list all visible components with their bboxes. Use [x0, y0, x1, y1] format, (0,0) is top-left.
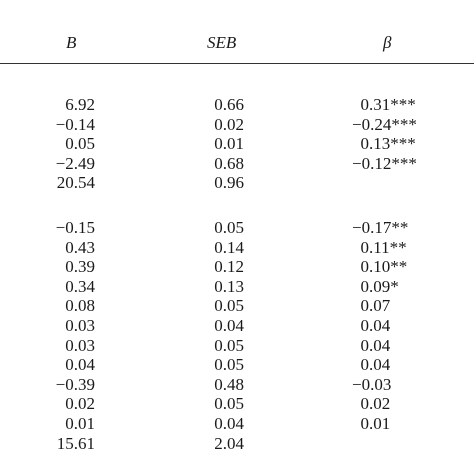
cell-b: 0.04 [65, 355, 95, 375]
cell-beta: 0.09* [352, 276, 399, 296]
table-row [0, 277, 474, 297]
table-row [0, 394, 474, 414]
cell-b: −2.49 [55, 153, 95, 173]
header-seb: SEB [207, 33, 237, 52]
cell-seb: 0.48 [214, 374, 244, 394]
table-row [0, 115, 474, 135]
cell-beta: 0.01 [352, 413, 391, 433]
cell-seb: 0.12 [214, 257, 244, 277]
table-row [0, 134, 474, 154]
header-rule [0, 63, 474, 64]
cell-b: 20.54 [56, 173, 95, 193]
cell-seb: 0.02 [214, 114, 244, 134]
cell-beta: 0.04 [352, 315, 391, 335]
cell-seb: 0.96 [214, 173, 244, 193]
table-row [0, 316, 474, 336]
table-row [0, 173, 474, 193]
header-beta: β [383, 33, 392, 52]
cell-beta: 0.10** [352, 257, 408, 277]
cell-b: −0.39 [55, 374, 95, 394]
cell-beta: 0.02 [352, 394, 391, 414]
cell-seb: 0.13 [214, 276, 244, 296]
cell-beta: 0.04 [352, 355, 391, 375]
cell-b: 0.05 [65, 134, 95, 154]
cell-seb: 0.68 [214, 153, 244, 173]
table-row [0, 238, 474, 258]
cell-b: 0.02 [65, 394, 95, 414]
cell-seb: 0.01 [214, 134, 244, 154]
cell-seb: 0.14 [214, 237, 244, 257]
cell-beta: −0.24*** [352, 114, 417, 134]
cell-b: 0.03 [65, 315, 95, 335]
cell-b: 0.39 [65, 257, 95, 277]
cell-b: −0.14 [55, 114, 95, 134]
table-row [0, 355, 474, 375]
cell-b: 15.61 [56, 433, 95, 453]
table-row [0, 414, 474, 434]
cell-seb: 0.05 [214, 217, 244, 237]
cell-b: −0.15 [55, 217, 95, 237]
cell-seb: 0.66 [214, 95, 244, 114]
cell-seb: 0.04 [214, 413, 244, 433]
cell-b: 0.08 [65, 296, 95, 316]
cell-seb: 0.05 [214, 355, 244, 375]
table-row [0, 336, 474, 356]
cell-seb: 2.04 [214, 433, 244, 453]
cell-b: 0.03 [65, 335, 95, 355]
cell-beta: 0.11** [352, 237, 407, 257]
cell-b: 0.34 [65, 276, 95, 296]
cell-beta: 0.31*** [352, 95, 416, 114]
table-row [0, 218, 474, 238]
cell-b: 0.43 [65, 237, 95, 257]
table-row [0, 434, 474, 454]
table-body [0, 95, 474, 453]
header-b: B [66, 33, 77, 52]
cell-beta: −0.17** [352, 217, 409, 237]
cell-seb: 0.05 [214, 394, 244, 414]
cell-seb: 0.05 [214, 335, 244, 355]
table-row [0, 296, 474, 316]
table-row [0, 154, 474, 174]
cell-beta: −0.12*** [352, 153, 417, 173]
cell-beta: −0.03 [352, 374, 392, 394]
table-header [0, 33, 474, 59]
cell-beta: 0.04 [352, 335, 391, 355]
cell-beta: 0.07 [352, 296, 391, 316]
cell-beta: 0.13*** [352, 134, 416, 154]
cell-b: 6.92 [65, 95, 95, 114]
table-row [0, 257, 474, 277]
cell-seb: 0.04 [214, 315, 244, 335]
cell-seb: 0.05 [214, 296, 244, 316]
table-row [0, 95, 474, 115]
cell-b: 0.01 [65, 413, 95, 433]
table-row [0, 375, 474, 395]
